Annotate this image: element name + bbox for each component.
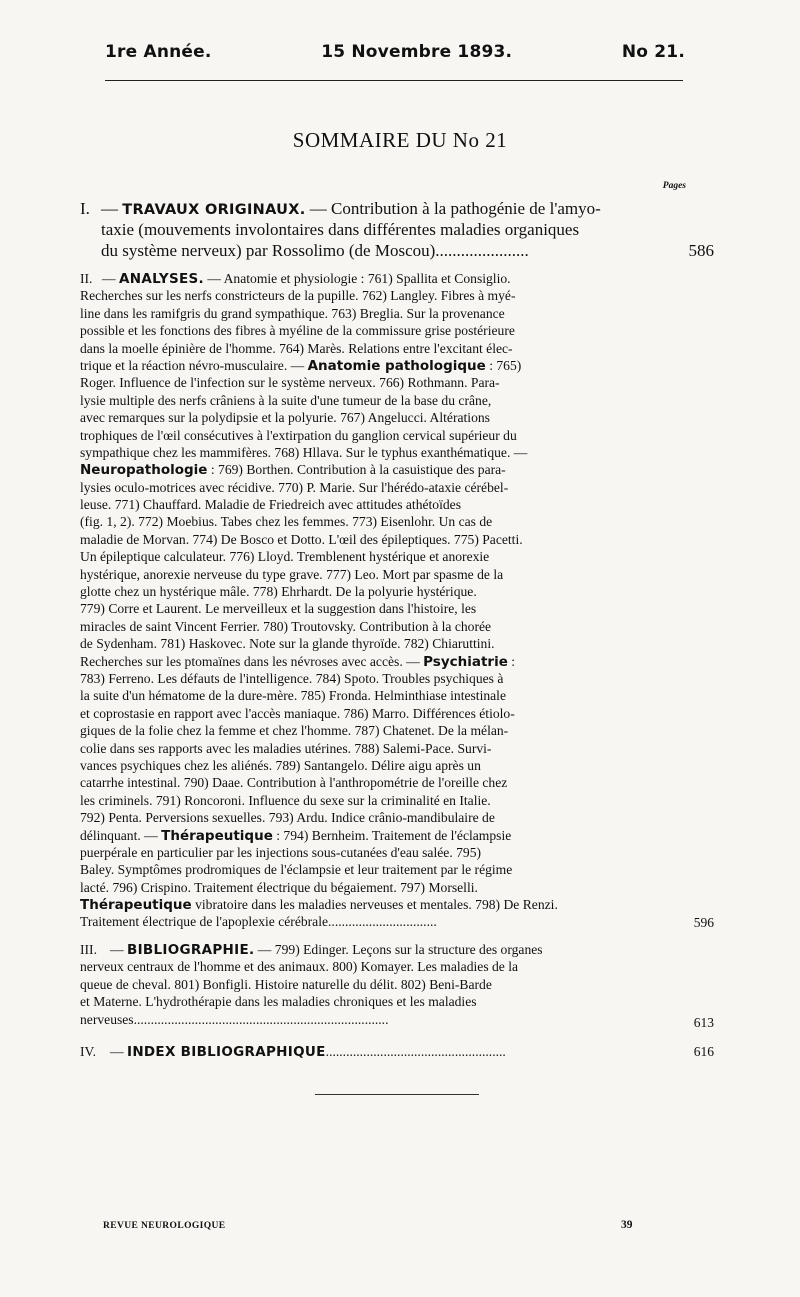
pages-column-label: Pages <box>662 181 686 191</box>
text-line: — INDEX BIBLIOGRAPHIQUE..................................................... <box>110 1044 506 1060</box>
heading-text: BIBLIOGRAPHIE. <box>127 942 255 958</box>
heading-text: TRAVAUX ORIGINAUX. <box>122 202 306 218</box>
text-line: glotte chez un hystérique mâle. 778) Ehrhardt. De la polyurie hystérique. <box>80 584 477 600</box>
text-line: catarrhe intestinal. 790) Daae. Contribution à l'anthropométrie de l'oreille chez <box>80 775 508 791</box>
text-line: queue de cheval. 801) Bonfigli. Histoire naturelle du délit. 802) Beni-Barde <box>80 976 492 992</box>
page-header <box>105 42 685 70</box>
heading-text: ANALYSES. <box>119 271 204 287</box>
text-line: maladie de Morvan. 774) De Bosco et Dotto. L'œil des épileptiques. 775) Pacetti. <box>80 531 523 547</box>
text-line: — TRAVAUX ORIGINAUX. — Contribution à la pathogénie de l'amyo- <box>101 199 601 218</box>
header-date: 15 Novembre 1893. <box>321 42 513 62</box>
text-line: du système nerveux) par Rossolimo (de Moscou)...................... <box>101 241 529 260</box>
text-line: de Sydenham. 781) Haskovec. Note sur la glande thyroïde. 782) Chiaruttini. <box>80 636 495 652</box>
section-page-number: 586 <box>688 241 714 260</box>
text-line: lysie multiple des nerfs crâniens à la suite d'une tumeur de la base du crâne, <box>80 392 492 408</box>
text-line: Roger. Influence de l'infection sur le système nerveux. 766) Rothmann. Para- <box>80 375 500 391</box>
text-line: nerveux centraux de l'homme et des animaux. 800) Komayer. Les maladies de la <box>80 959 519 975</box>
text-line: miracles de saint Vincent Ferrier. 780) Troutovsky. Contribution à la chorée <box>80 618 492 634</box>
text-line: Baley. Symptômes prodromiques de l'éclampsie et leur traitement par le régime <box>80 862 513 878</box>
text-line: Recherches sur les nerfs constricteurs de la pupille. 762) Langley. Fibres à myé- <box>80 288 516 304</box>
separator-rule <box>315 1094 479 1095</box>
text-line: leuse. 771) Chauffard. Maladie de Friedreich avec attitudes athétoïdes <box>80 497 461 513</box>
section-text <box>80 198 680 261</box>
text-line: avec remarques sur la polydipsie et la polyurie. 767) Angelucci. Altérations <box>80 410 490 426</box>
text-line: sympathique chez les mammifères. 768) Hllava. Sur le typhus exanthématique. — <box>80 444 528 460</box>
text-line: lysies oculo-motrices avec récidive. 770) P. Marie. Sur l'hérédo-ataxie cérébel- <box>80 479 509 495</box>
section-text <box>80 270 680 931</box>
header-issue-number: No 21. <box>621 42 685 62</box>
section-page-number: 616 <box>693 1044 714 1059</box>
text-line: line dans les ramifgris du grand sympathique. 763) Breglia. Sur la provenance <box>80 305 505 321</box>
section-text <box>80 1043 680 1060</box>
text-line: délinquant. — Thérapeutique : 794) Bernheim. Traitement de l'éclampsie <box>80 827 512 844</box>
text-line: vances psychiques chez les aliénés. 789) Santangelo. Délire aigu après un <box>80 757 481 773</box>
text-line: Thérapeutique vibratoire dans les maladies nerveuses et mentales. 798) De Renzi. <box>80 897 558 914</box>
text-line: trique et la réaction névro-musculaire. — Anatomie pathologique : 765) <box>80 357 522 374</box>
heading-text: INDEX BIBLIOGRAPHIQUE <box>127 1044 326 1060</box>
text-line: Un épileptique calculateur. 776) Lloyd. Tremblenent hystérique et anorexie <box>80 549 490 565</box>
section-number: III. <box>80 942 97 957</box>
section-number: II. <box>80 271 93 286</box>
text-line: Neuropathologie : 769) Borthen. Contribution à la casuistique des para- <box>80 462 506 479</box>
text-line: taxie (mouvements involontaires dans différentes maladies organiques <box>101 220 580 239</box>
section-page-number: 613 <box>693 1015 714 1030</box>
heading-text: Thérapeutique <box>161 827 273 844</box>
text-line: dans la moelle épinière de l'homme. 764) Marès. Relations entre l'excitant élec- <box>80 340 513 356</box>
text-line: lacté. 796) Crispino. Traitement électrique du bégaiement. 797) Morselli. <box>80 879 478 895</box>
text-line: Traitement électrique de l'apoplexie cérébrale................................ <box>80 914 437 930</box>
header-year: 1re Année. <box>105 42 212 62</box>
page-title: SOMMAIRE DU No 21 <box>292 128 508 152</box>
text-line: puerpérale en particulier par les injections sous-cutanées d'eau salée. 795) <box>80 844 482 860</box>
header-rule <box>105 80 683 81</box>
section-number: IV. <box>80 1044 96 1059</box>
section-page-number: 596 <box>693 914 714 930</box>
text-line: 792) Penta. Perversions sexuelles. 793) Ardu. Indice crânio-mandibulaire de <box>80 810 495 826</box>
text-line: hystérique, anorexie nerveuse du type grave. 777) Leo. Mort par spasme de la <box>80 566 504 582</box>
text-line: 783) Ferreno. Les défauts de l'intelligence. 784) Spoto. Troubles psychiques à <box>80 670 504 686</box>
footer-journal-name: REVUE NEUROLOGIQUE <box>103 1221 226 1231</box>
text-line: giques de la folie chez la femme et chez l'homme. 787) Chatenet. De la mélan- <box>80 723 509 739</box>
text-line: possible et les fonctions des fibres à myéline de la commissure grise postérieure <box>80 323 515 339</box>
section-number: I. <box>80 199 90 218</box>
heading-text: Anatomie pathologique <box>307 357 486 374</box>
section-text <box>80 941 680 1028</box>
heading-text: Psychiatrie <box>423 653 508 670</box>
text-line: et coprostasie en rapport avec l'accès maniaque. 786) Marro. Différences étiolo- <box>80 705 515 721</box>
text-line: la suite d'un hématome de la dure-mère. 785) Fronda. Helminthiase intestinale <box>80 688 506 704</box>
heading-text: Thérapeutique <box>80 897 192 914</box>
text-line: 779) Corre et Laurent. Le merveilleux et la suggestion dans l'histoire, les <box>80 601 477 617</box>
text-line: les criminels. 791) Roncoroni. Influence du sexe sur la criminalité en Italie. <box>80 792 491 808</box>
footer-page-number: 39 <box>621 1219 633 1231</box>
text-line: Recherches sur les ptomaïnes dans les névroses avec accès. — Psychiatrie : <box>80 653 516 670</box>
text-line: nerveuses........................................................................... <box>80 1011 389 1027</box>
heading-text: Neuropathologie <box>80 462 208 479</box>
text-line: — BIBLIOGRAPHIE. — 799) Edinger. Leçons sur la structure des organes <box>110 942 543 958</box>
text-line: et Materne. L'hydrothérapie dans les maladies chroniques et les maladies <box>80 994 477 1010</box>
text-line: trophiques de l'œil consécutives à l'extirpation du ganglion cervical supérieur du <box>80 427 517 443</box>
text-line: colie dans ses rapports avec les maladies utérines. 788) Salemi-Pace. Survi- <box>80 740 492 756</box>
text-line: (fig. 1, 2). 772) Moebius. Tabes chez les femmes. 773) Eisenlohr. Un cas de <box>80 514 493 530</box>
text-line: — ANALYSES. — Anatomie et physiologie : 761) Spallita et Consiglio. <box>102 271 511 287</box>
